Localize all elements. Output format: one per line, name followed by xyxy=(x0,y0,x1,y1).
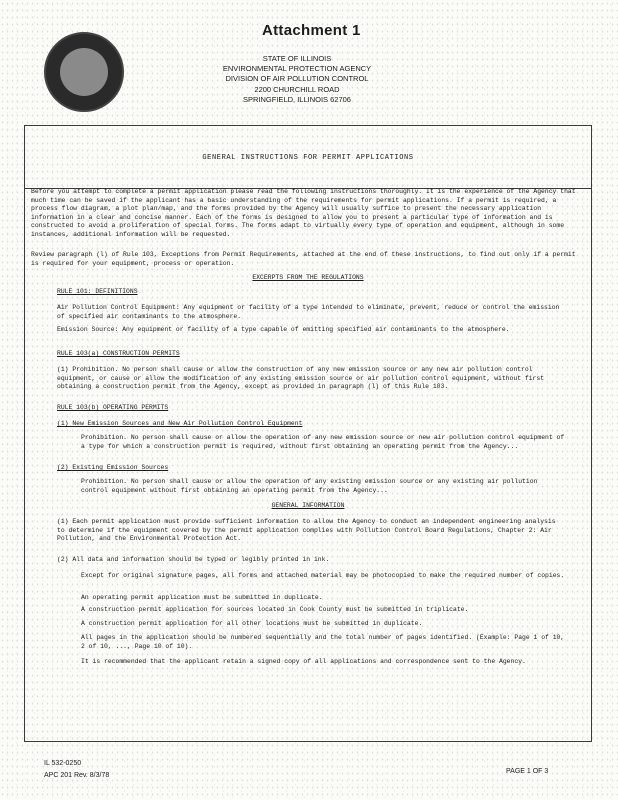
new-sources-heading: (1) New Emission Sources and New Air Pollution Control Equipment xyxy=(57,420,303,427)
rule-103b-heading: RULE 103(b) OPERATING PERMITS xyxy=(57,404,169,411)
page-number: PAGE 1 OF 3 xyxy=(506,768,549,775)
general-cook-county: A construction permit application for sources located in Cook County must be submitted in triplicate. xyxy=(81,606,469,613)
definition-control-equipment: Air Pollution Control Equipment: Any equipment or facility of a type intended to eliminate, prevent, reduce or control the emission of specified air contaminants to the atmosphere. xyxy=(57,304,560,320)
general-photocopy: Except for original signature pages, all forms and attached material may be photocopied to make the required number of copies. xyxy=(81,572,565,579)
agency-address xyxy=(222,54,372,105)
state-seal-icon xyxy=(44,32,124,112)
general-page-numbering: All pages in the application should be numbered sequentially and the total number of pages identified. (Example: Page 1 of 10, 2 of 10, ..., Page 10 of 10). xyxy=(81,634,565,650)
excerpts-heading: EXCERPTS FROM THE REGULATIONS xyxy=(252,274,364,281)
existing-sources-heading: (2) Existing Emission Sources xyxy=(57,464,169,471)
agency-line: STATE OF ILLINOIS xyxy=(262,54,332,63)
construction-prohibition: (1) Prohibition. No person shall cause or allow the construction of any new emission source or any new air pollution control equipment, or cause or allow the modification of any existing emission source or air pollution control equipment, without first obtaining a construction permit from the Agency, except as provided in paragraph (l) of this Rule 103. xyxy=(57,366,545,391)
existing-sources-prohibition: Prohibition. No person shall cause or allow the operation of any existing emission source or any existing air pollution control equipment without first obtaining an operating permit from the Agency... xyxy=(81,478,538,494)
general-retain-copy: It is recommended that the applicant retain a signed copy of all applications and correspondence sent to the Agency. xyxy=(81,658,526,665)
rule-101-heading: RULE 101: DEFINITIONS xyxy=(57,288,138,295)
review-paragraph: Review paragraph (l) of Rule 103, Exceptions from Permit Requirements, attached at the end of these instructions, to find out only if a permit is required for your equipment, process or operation. xyxy=(31,251,576,267)
form-revision: APC 201 Rev. 8/3/78 xyxy=(44,772,110,779)
general-information-heading: GENERAL INFORMATION xyxy=(271,502,345,509)
rule-103a-heading: RULE 103(a) CONSTRUCTION PERMITS xyxy=(57,350,180,357)
form-number: IL 532-0250 xyxy=(44,760,82,767)
definition-emission-source: Emission Source: Any equipment or facility of a type capable of emitting specified air contaminants to the atmosphere. xyxy=(57,326,510,333)
intro-paragraph: Before you attempt to complete a permit application please read the following instructions thoroughly. It is the experience of the Agency that much time can be saved if the applicant has a basic understanding of the requirements for permit applications. If a permit is required, a process flow diagram, a plot plan/map, and the forms provided by the Agency will usually suffice to present the necessary application information in a clear and concise manner. Each of the forms is designed to allow you to present a particular type of information and is constructed to avoid a proliferation of special forms. The forms adapt to virtually every type of operation and equipment, although in some instances, additional information will be requested. xyxy=(31,188,576,238)
general-item-1: (1) Each permit application must provide sufficient information to allow the Agency to conduct an independent engineering analysis to determine if the equipment covered by the permit application complies with Pollution Control Board Regulations, Chapter 2: Air Pollution, and the Environmental Protection Act. xyxy=(57,518,556,543)
agency-line: SPRINGFIELD, ILLINOIS 62706 xyxy=(243,94,351,104)
agency-line: 2200 CHURCHILL ROAD xyxy=(254,84,340,94)
general-item-2: (2) All data and information should be typed or legibly printed in ink. xyxy=(57,556,330,563)
instructions-frame xyxy=(24,125,592,742)
document-title: GENERAL INSTRUCTIONS FOR PERMIT APPLICATIONS xyxy=(202,154,414,162)
agency-line: DIVISION OF AIR POLLUTION CONTROL xyxy=(225,74,369,84)
new-sources-prohibition: Prohibition. No person shall cause or allow the operation of any new emission source or new air pollution control equipment of a type for which a construction permit is required, without first obtaining an operating permit from the Agency... xyxy=(81,434,565,450)
general-operating-duplicate: An operating permit application must be submitted in duplicate. xyxy=(81,594,323,601)
agency-line: ENVIRONMENTAL PROTECTION AGENCY xyxy=(222,64,372,74)
attachment-label: Attachment 1 xyxy=(262,22,361,39)
general-other-locations: A construction permit application for all other locations must be submitted in duplicate. xyxy=(81,620,423,627)
